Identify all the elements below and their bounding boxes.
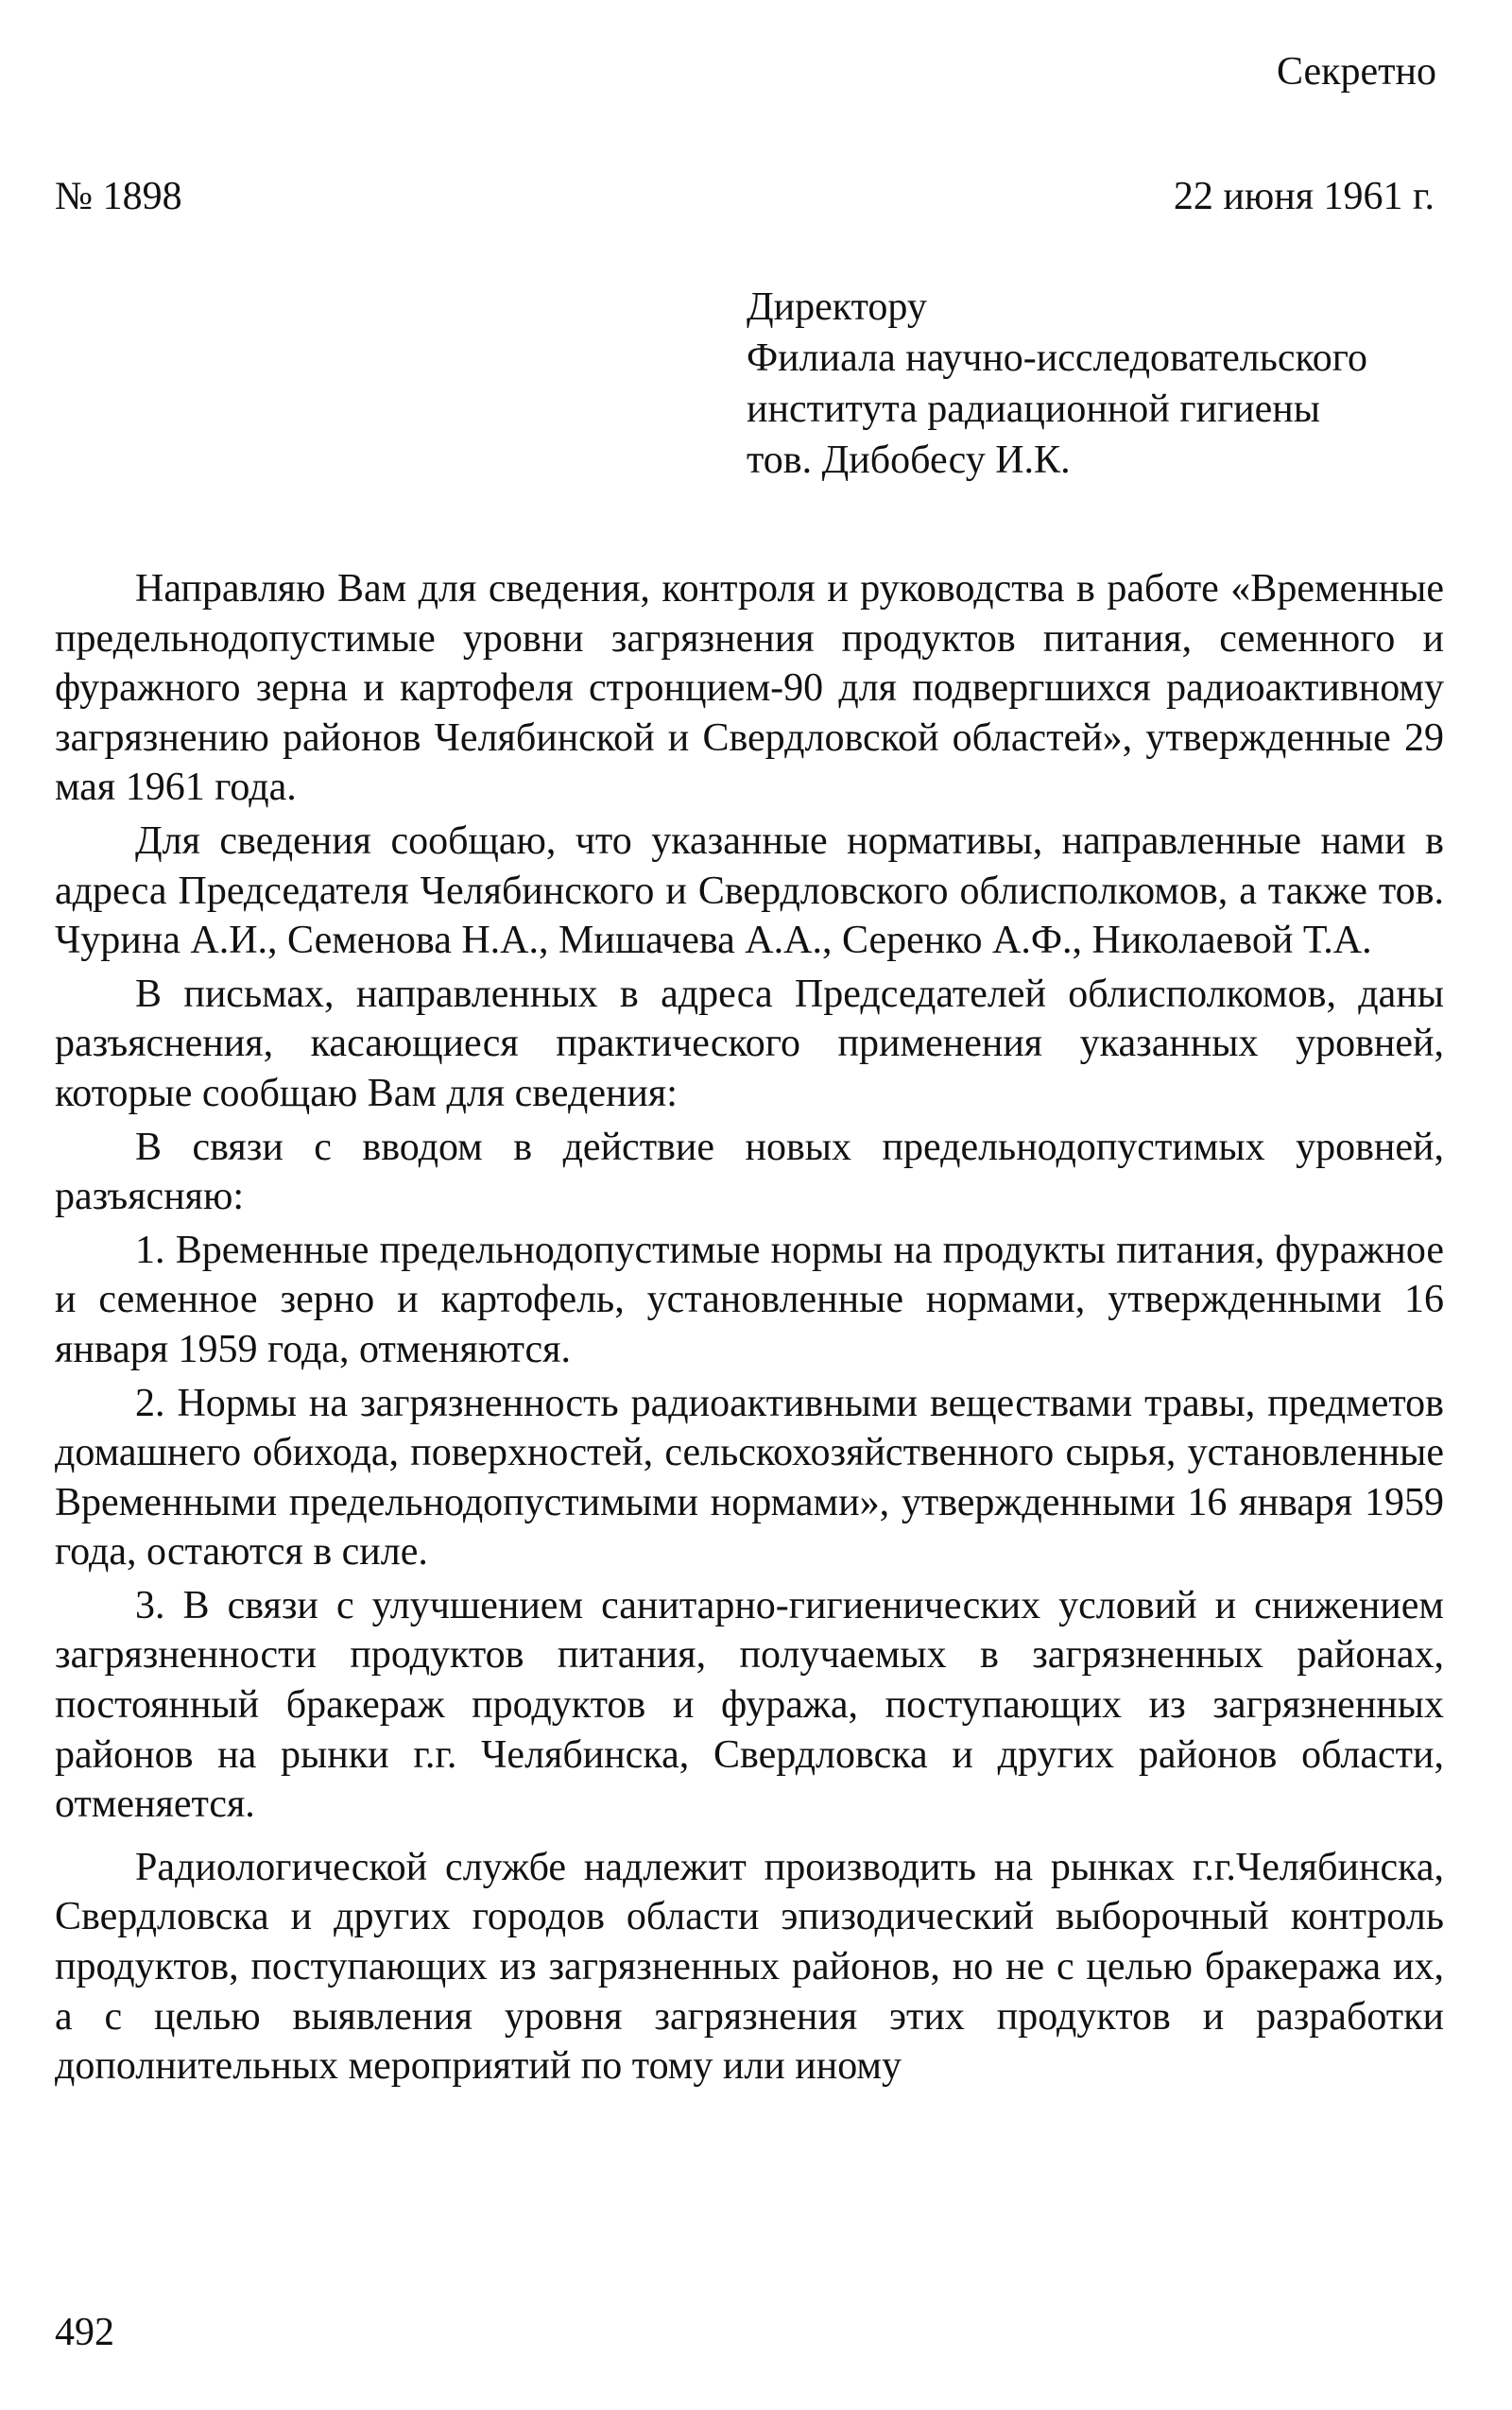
body-paragraph: Радиологической службе надлежит производить на рынках г.г.Челябинска, Свердловска и других городов области эпизодический выборочный контроль продуктов, поступающих из загрязненных районов, но не с целью бракеража их, а с целью выявления уровня загрязнения этих продуктов и разработки дополнительных мероприятий по тому или иному: [55, 1845, 1444, 2089]
addressee-line: института радиационной гигиены: [747, 387, 1320, 431]
page-number: 492: [55, 2311, 114, 2354]
body-paragraph: 3. В связи с улучшением санитарно-гигиенических условий и снижением загрязненности продуктов питания, получаемых в загрязненных районах, постоянный бракераж продуктов и фуража, поступающих из загрязненных районов на рынки г.г. Челябинска, Свердловска и других районов области, отменяется.: [55, 1583, 1444, 1827]
document-body: [55, 564, 1444, 2095]
addressee-block: [747, 282, 1465, 486]
body-paragraph: В связи с вводом в действие новых предельнодопустимых уровней, разъясняю:: [55, 1125, 1444, 1219]
body-paragraph: В письмах, направленных в адреса Председателей облисполкомов, даны разъяснения, касающиеся практического применения указанных уровней, которые сообщаю Вам для сведения:: [55, 972, 1444, 1115]
document-date: 22 июня 1961 г.: [1173, 175, 1435, 218]
body-paragraph: 2. Нормы на загрязненность радиоактивными веществами травы, предметов домашнего обихода, поверхностей, сельскохозяйственного сырья, установленные Временными предельнодопустимыми нормами», утвержденными 16 января 1959 года, остаются в силе.: [55, 1381, 1444, 1575]
addressee-line: тов. Дибобесу И.К.: [747, 439, 1071, 482]
body-paragraph: Направляю Вам для сведения, контроля и руководства в работе «Временные предельнодопустимые уровни загрязнения продуктов питания, семенного и фуражного зерна и картофеля стронцием-90 для подвергшихся радиоактивному загрязнению районов Челябинской и Свердловской областей», утвержденные 29 мая 1961 года.: [55, 567, 1444, 810]
body-paragraph: 1. Временные предельнодопустимые нормы на продукты питания, фуражное и семенное зерно и картофель, установленные нормами, утвержденными 16 января 1959 года, отменяются.: [55, 1228, 1444, 1371]
body-paragraph: Для сведения сообщаю, что указанные нормативы, направленные нами в адреса Председателя Челябинского и Свердловского облисполкомов, а также тов. Чурина А.И., Семенова Н.А., Мишачева А.А., Серенко А.Ф., Николаевой Т.А.: [55, 818, 1444, 963]
addressee-line: Филиала научно-исследовательского: [747, 336, 1367, 380]
classification-mark: Секретно: [1276, 50, 1436, 94]
addressee-line: Директору: [747, 285, 927, 329]
document-number: № 1898: [55, 175, 182, 218]
